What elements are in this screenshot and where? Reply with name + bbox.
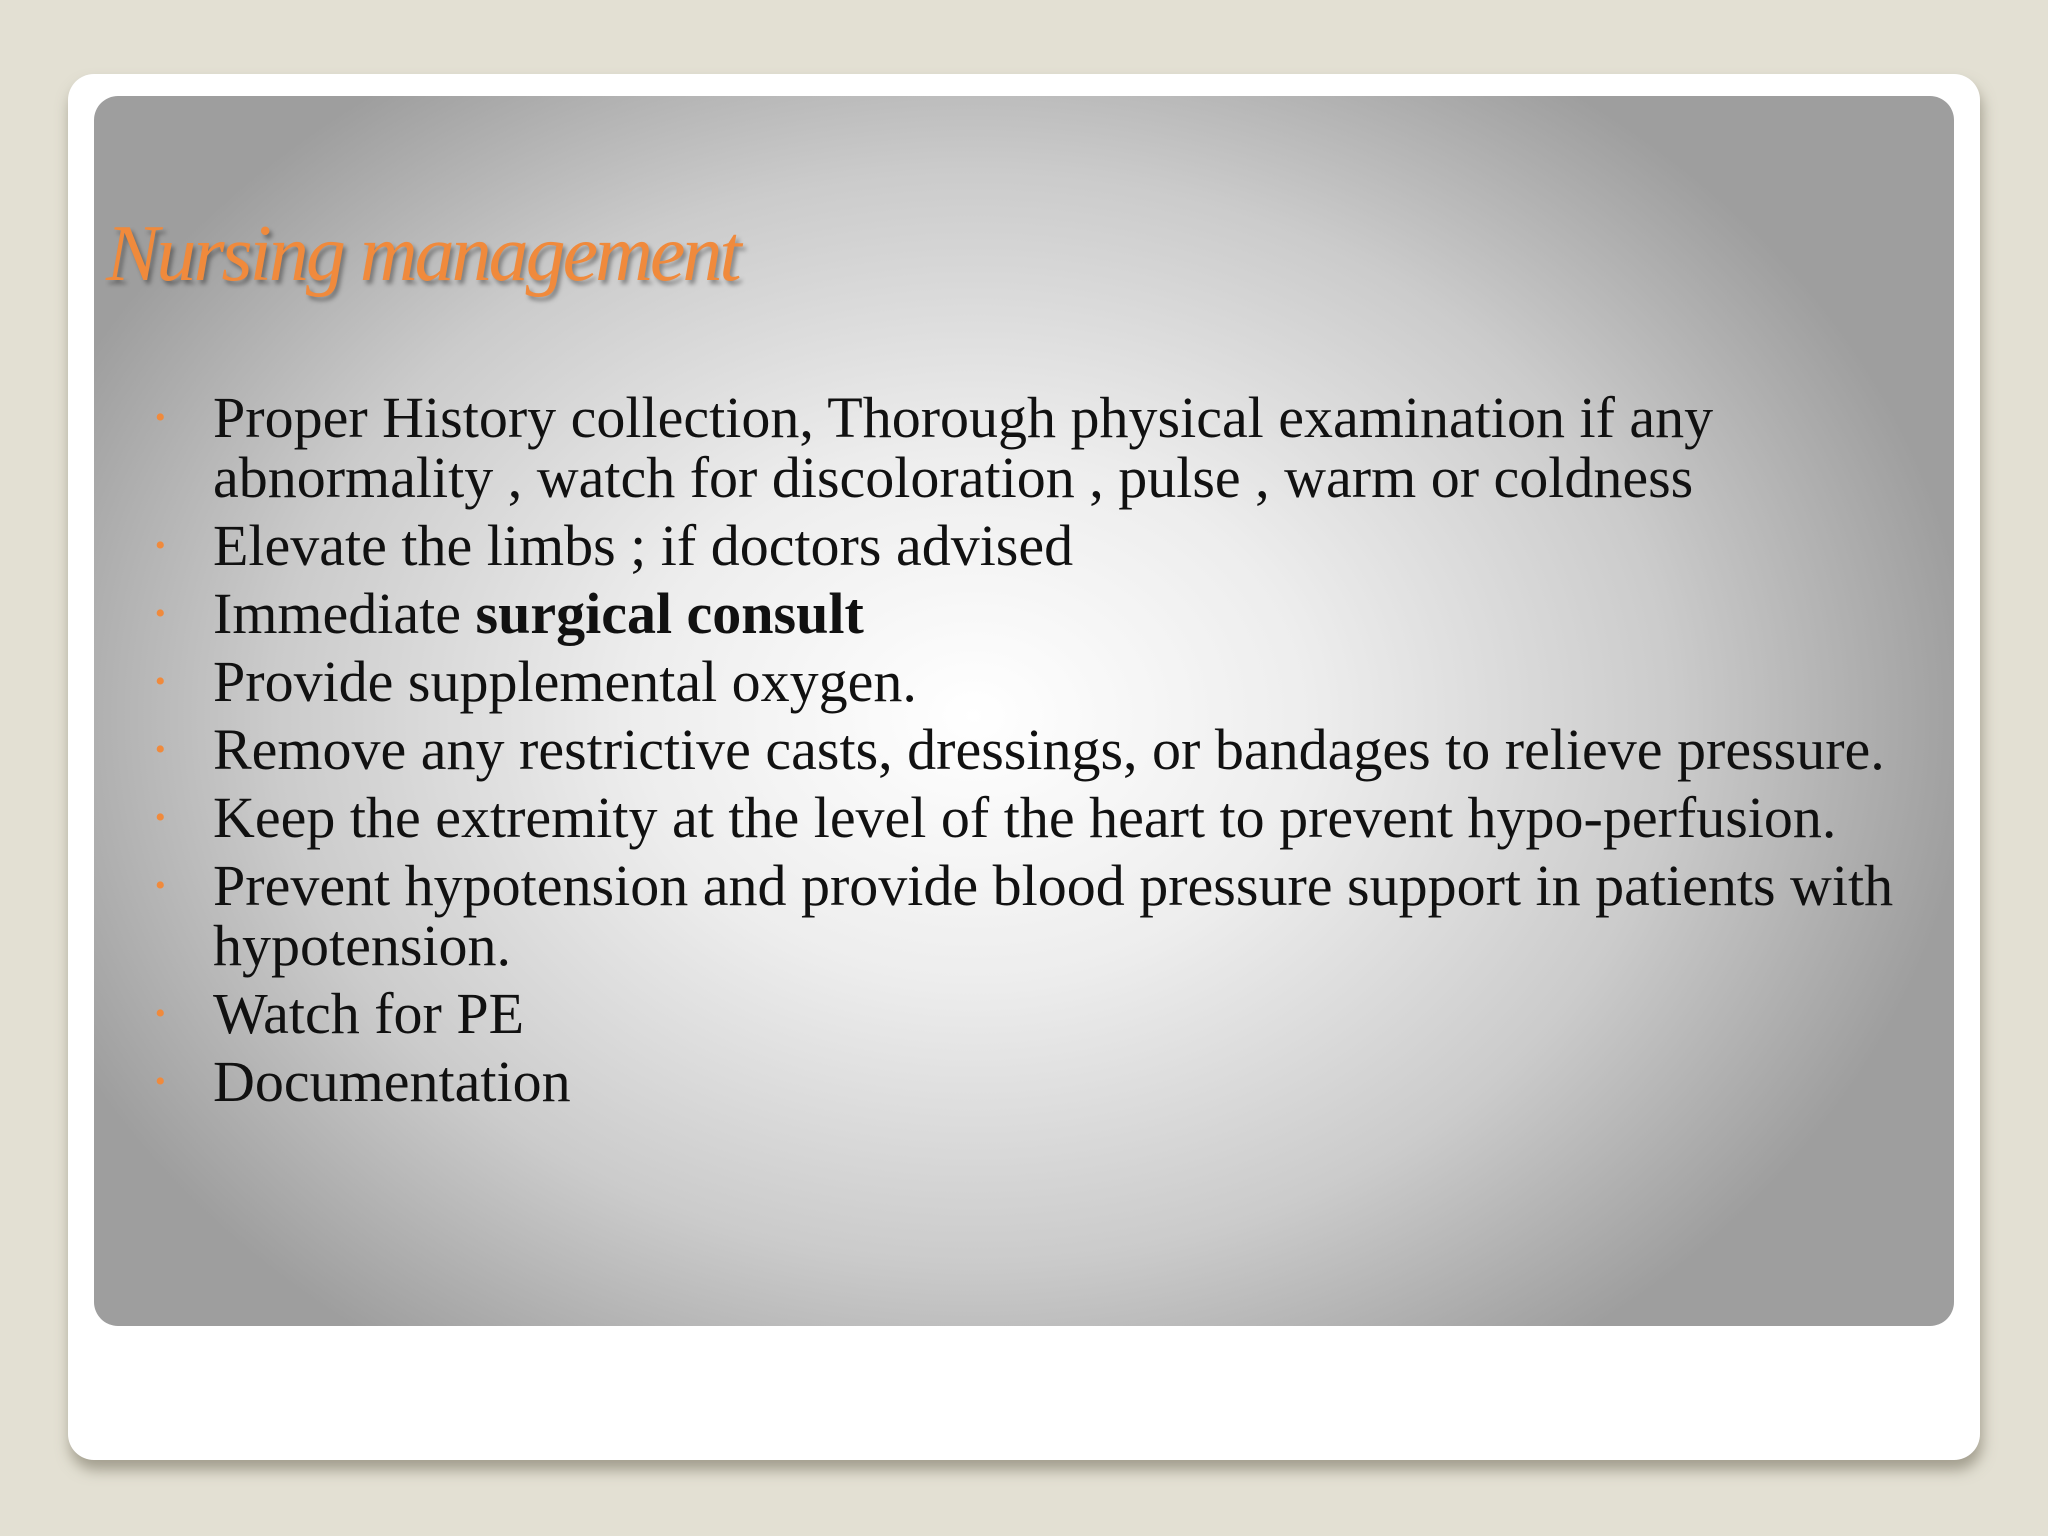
bullet-list <box>94 385 1954 1120</box>
bullet-icon: • <box>155 733 166 766</box>
list-item <box>94 649 1954 714</box>
bullet-icon: • <box>155 869 166 902</box>
bullet-icon: • <box>155 997 166 1030</box>
list-item-text: Remove any restrictive casts, dressings, or bandages to relieve pressure. <box>213 717 1885 782</box>
bullet-icon: • <box>155 665 166 698</box>
list-item <box>94 513 1954 578</box>
list-item-text: Documentation <box>213 1049 571 1114</box>
list-item-text-prefix: Immediate <box>213 581 476 646</box>
bullet-icon: • <box>155 1065 166 1098</box>
list-item-text-bold: surgical consult <box>475 581 864 646</box>
bullet-icon: • <box>155 401 166 434</box>
list-item-text: Elevate the limbs ; if doctors advised <box>213 513 1074 578</box>
slide-content-panel <box>94 96 1954 1326</box>
list-item <box>94 385 1954 510</box>
list-item <box>94 581 1954 646</box>
bullet-icon: • <box>155 529 166 562</box>
list-item <box>94 981 1954 1046</box>
list-item-text <box>213 581 864 646</box>
list-item <box>94 853 1954 978</box>
list-item <box>94 717 1954 782</box>
list-item <box>94 1049 1954 1114</box>
list-item-text: Provide supplemental oxygen. <box>213 649 917 714</box>
list-item <box>94 785 1954 850</box>
bullet-icon: • <box>155 801 166 834</box>
list-item-text: Proper History collection, Thorough physical examination if any abnormality , watch for discoloration , pulse , warm or coldness <box>213 385 1714 510</box>
bullet-icon: • <box>155 597 166 630</box>
list-item-text: Keep the extremity at the level of the heart to prevent hypo-perfusion. <box>213 785 1837 850</box>
list-item-text: Prevent hypotension and provide blood pressure support in patients with hypotension. <box>213 853 1894 978</box>
slide-title: Nursing management <box>106 210 739 298</box>
list-item-text: Watch for PE <box>213 981 525 1046</box>
